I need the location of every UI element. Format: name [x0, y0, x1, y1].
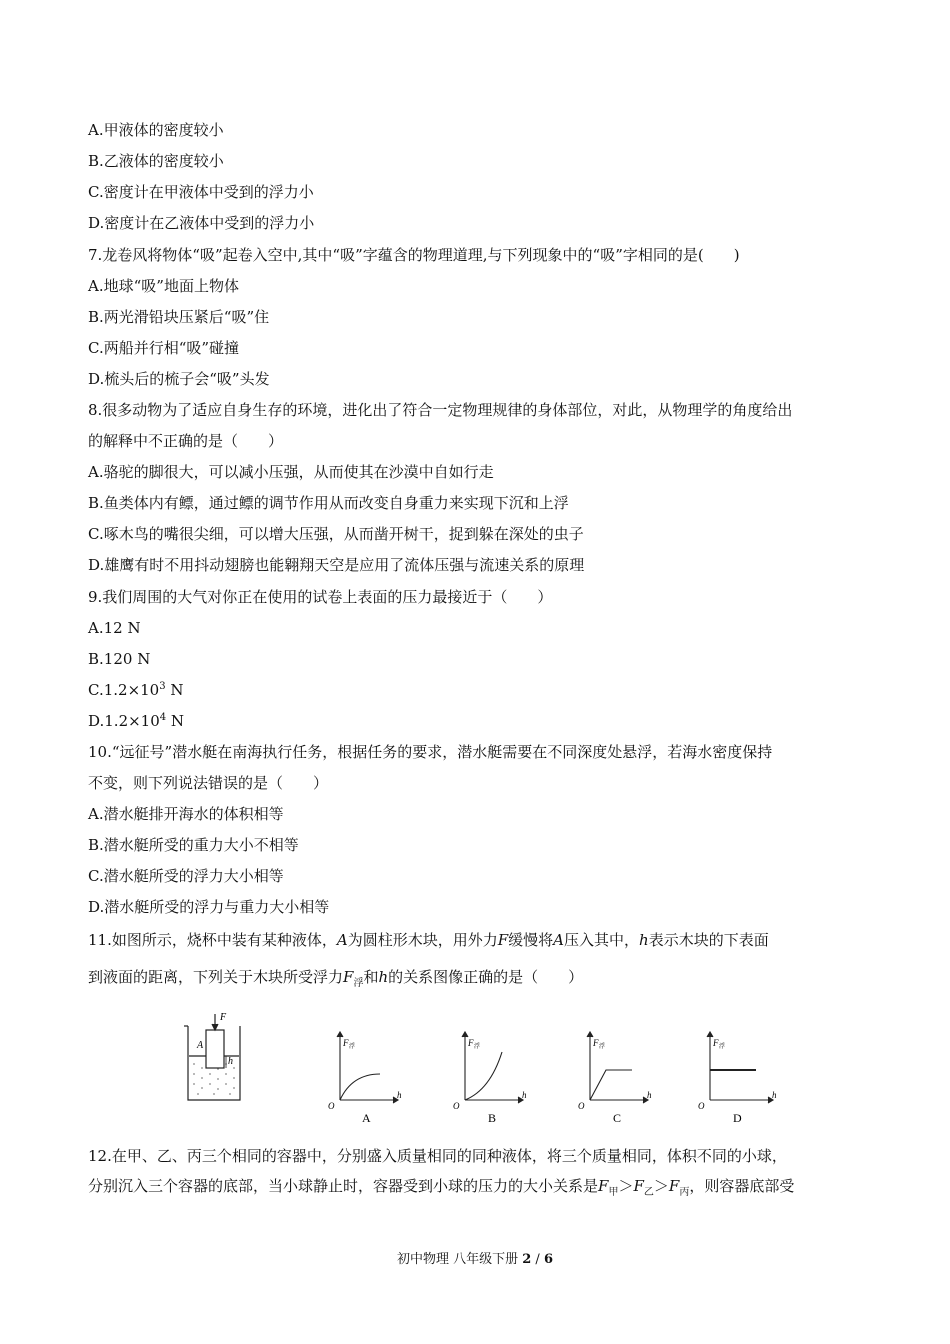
svg-text:F: F — [468, 1038, 474, 1048]
depth-label: h — [228, 1056, 233, 1067]
svg-text:h: h — [772, 1090, 777, 1100]
svg-text:F: F — [713, 1038, 719, 1048]
page-number: 2 — [522, 1252, 532, 1267]
svg-text:O: O — [698, 1101, 705, 1111]
q6-option-d: D.密度计在乙液体中受到的浮力小 — [88, 214, 315, 232]
graph-c-label: C — [613, 1111, 622, 1125]
q10-option-c: C.潜水艇所受的浮力大小相等 — [88, 867, 284, 885]
q6-option-a: A.甲液体的密度较小 — [88, 121, 224, 139]
q7-option-d: D.梳头后的梳子会“吸”头发 — [88, 370, 270, 388]
svg-text:O: O — [328, 1101, 335, 1111]
q12-stem-line2: 分别沉入三个容器的底部，当小球静止时，容器受到小球的压力的大小关系是$F_甲>F_乙>F_丙$，则容器底部受 — [88, 1177, 795, 1198]
page-total: 6 — [543, 1252, 553, 1267]
q8-option-c: C.啄木鸟的嘴很尖细，可以增大压强，从而凿开树干，捉到躲在深处的虫子 — [88, 525, 584, 543]
graph-c — [578, 1032, 652, 1125]
q7-option-c: C.两船并行相“吸”碰撞 — [88, 339, 240, 357]
q8-stem-line1: 8.很多动物为了适应自身生存的环境，进化出了符合一定物理规律的身体部位，对此，从物理学的角度给出 — [88, 401, 793, 419]
graph-b — [453, 1032, 527, 1125]
q7-option-a: A.地球“吸”地面上物体 — [88, 277, 239, 295]
svg-text:h: h — [647, 1090, 652, 1100]
q10-stem-line2: 不变，则下列说法错误的是（ ） — [88, 774, 329, 792]
q8-option-a: A.骆驼的脚很大，可以减小压强，从而使其在沙漠中自如行走 — [88, 463, 494, 481]
q12-stem-line1: 12.在甲、乙、丙三个相同的容器中，分别盛入质量相同的同种液体，将三个质量相同，体积不同的小球， — [88, 1147, 787, 1165]
graph-d — [698, 1032, 777, 1125]
graph-a-label: A — [362, 1111, 371, 1125]
svg-text:浮: 浮 — [349, 1043, 356, 1050]
q9-option-d: $D.1.2\times 10^4$ N — [88, 712, 185, 730]
q6-option-b: B.乙液体的密度较小 — [88, 152, 224, 170]
block-label: A — [197, 1040, 204, 1051]
svg-text:F: F — [343, 1038, 349, 1048]
q9-stem: 9.我们周围的大气对你正在使用的试卷上表面的压力最接近于（ ） — [88, 588, 553, 606]
q8-stem-line2: 的解释中不正确的是（ ） — [88, 432, 284, 450]
q11-figure — [180, 1012, 780, 1132]
q7-option-b: B.两光滑铅块压紧后“吸”住 — [88, 308, 270, 326]
q9-option-c: $C.1.2\times 10^3$ N — [88, 681, 184, 699]
svg-text:O: O — [578, 1101, 585, 1111]
q6-option-c: C.密度计在甲液体中受到的浮力小 — [88, 183, 314, 201]
svg-text:h: h — [522, 1090, 527, 1100]
force-label: F — [220, 1012, 227, 1023]
graph-a — [328, 1032, 402, 1125]
svg-text:O: O — [453, 1101, 460, 1111]
svg-text:浮: 浮 — [474, 1043, 481, 1050]
q9-option-a: A.12 N — [88, 619, 141, 637]
q10-option-b: B.潜水艇所受的重力大小不相等 — [88, 836, 299, 854]
q11-stem-line1: 11.如图所示，烧杯中装有某种液体，A为圆柱形木块，用外力F缓慢将A压入其中，h表示木块的下表面 — [88, 931, 769, 949]
graph-b-label: B — [488, 1111, 497, 1125]
svg-text:浮: 浮 — [599, 1043, 606, 1050]
svg-text:浮: 浮 — [719, 1043, 726, 1050]
q10-option-d: D.潜水艇所受的浮力与重力大小相等 — [88, 898, 330, 916]
q7-stem: 7.龙卷风将物体“吸”起卷入空中,其中“吸”字蕴含的物理道理,与下列现象中的“吸”字相同的是( ) — [88, 246, 740, 264]
q9-option-b: B.120 N — [88, 650, 151, 668]
graph-d-label: D — [733, 1111, 742, 1125]
q10-option-a: A.潜水艇排开海水的体积相等 — [88, 805, 284, 823]
q11-stem-line2: 到液面的距离，下列关于木块所受浮力$F_浮$和h的关系图像正确的是（ ） — [88, 968, 584, 989]
page-footer: 初中物理 八年级下册 2 / 6 — [396, 1252, 553, 1267]
q8-option-b: B.鱼类体内有鳔，通过鳔的调节作用从而改变自身重力来实现下沉和上浮 — [88, 494, 569, 512]
q8-option-d: D.雄鹰有时不用抖动翅膀也能翱翔天空是应用了流体压强与流速关系的原理 — [88, 556, 585, 574]
svg-text:h: h — [397, 1090, 402, 1100]
svg-text:F: F — [593, 1038, 599, 1048]
q10-stem-line1: 10.“远征号”潜水艇在南海执行任务，根据任务的要求，潜水艇需要在不同深度处悬浮，若海水密度保持 — [88, 743, 773, 761]
